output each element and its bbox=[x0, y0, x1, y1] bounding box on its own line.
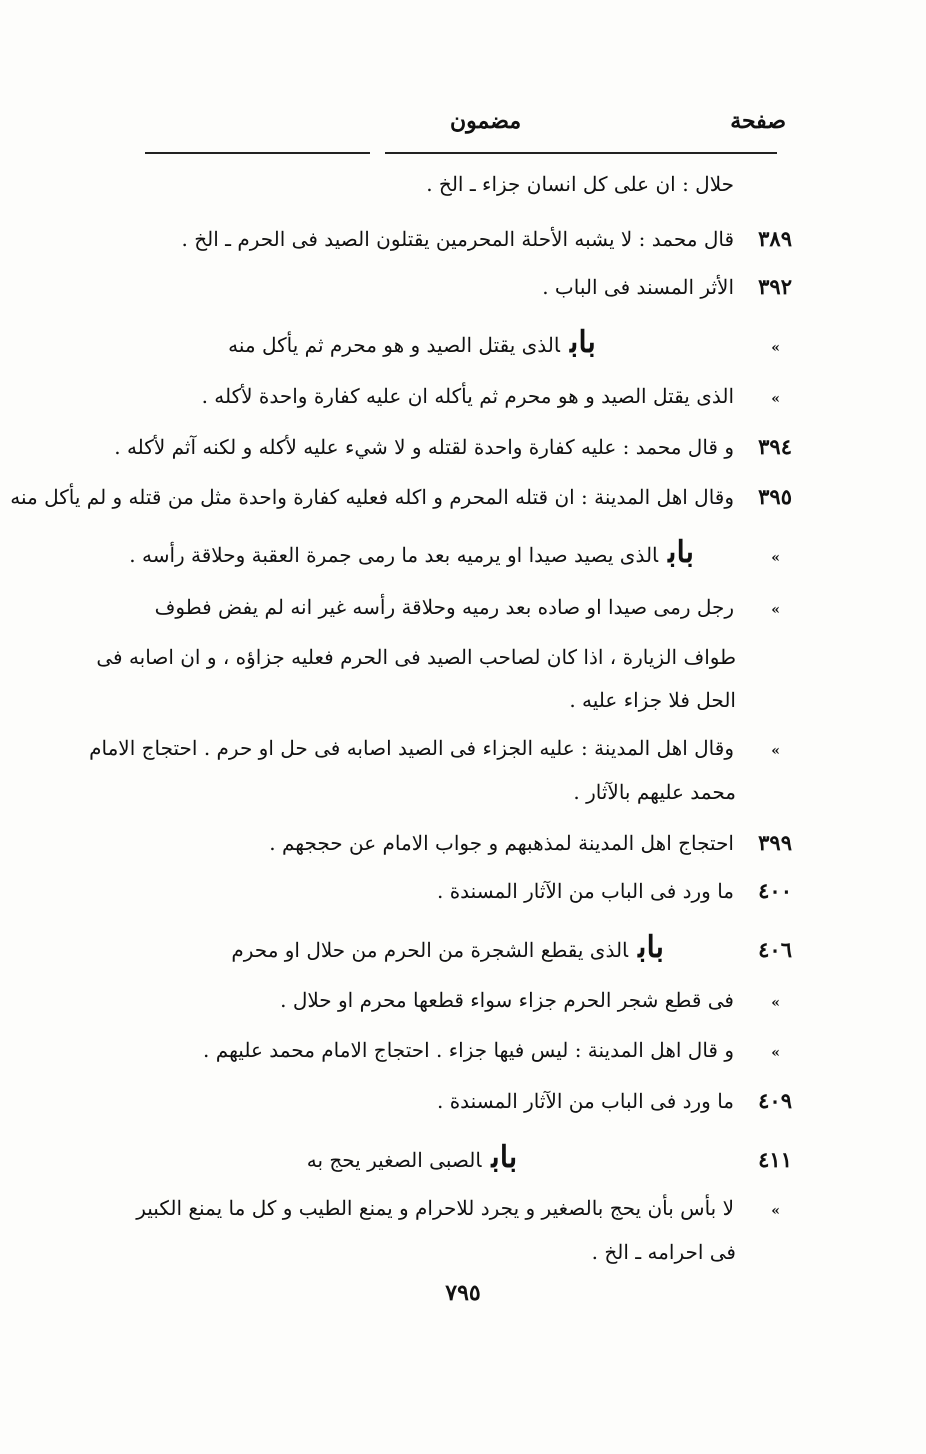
index-entry bbox=[114, 434, 792, 459]
ditto-mark: » bbox=[771, 550, 780, 566]
entry-continuation: فى احرامه ـ الخ . bbox=[591, 1240, 736, 1264]
chapter-title bbox=[130, 930, 734, 965]
chapter-heading bbox=[130, 535, 792, 570]
header-rule-left bbox=[145, 152, 370, 154]
chapter-heading bbox=[130, 1140, 792, 1175]
index-entry bbox=[130, 226, 792, 251]
entry-text: احتجاج اهل المدينة لمذهبهم و جواب الامام عن حججهم . bbox=[269, 831, 734, 855]
page-number: ٧٩٥ bbox=[445, 1280, 481, 1306]
entry-text: ما ورد فى الباب من الآثار المسندة . bbox=[436, 879, 734, 903]
ditto-mark: » bbox=[771, 743, 780, 759]
page-column-header: صفحة bbox=[730, 108, 786, 134]
index-entry bbox=[89, 736, 792, 760]
index-entry bbox=[10, 484, 792, 509]
ditto-mark: » bbox=[771, 391, 780, 407]
entry-page-number: ٣٩٤ bbox=[758, 434, 792, 459]
entry-page-number: ٣٩٥ bbox=[758, 484, 792, 509]
index-entry bbox=[130, 1196, 792, 1220]
index-entry bbox=[130, 1088, 792, 1113]
entry-page-number: ٤٠٦ bbox=[758, 937, 792, 962]
entry-page-number: ٣٨٩ bbox=[758, 226, 792, 251]
ditto-mark: » bbox=[771, 602, 780, 618]
index-entry bbox=[130, 878, 792, 903]
entry-text: وقال اهل المدينة : ان قتله المحرم و اكله فعليه كفارة واحدة مثل من قتله و لم يأكل منه bbox=[10, 485, 734, 509]
entry-text: و قال اهل المدينة : ليس فيها جزاء . احتجاج الامام محمد عليهم . bbox=[203, 1038, 734, 1062]
chapter-title-text: الصبى الصغير يحج به bbox=[306, 1148, 482, 1172]
entry-text: لا بأس بأن يحج بالصغير و يجرد للاحرام و يمنع الطيب و كل ما يمنع الكبير bbox=[136, 1196, 734, 1220]
chapter-title-text: الذى يقطع الشجرة من الحرم من حلال او محرم bbox=[231, 938, 629, 962]
index-entry bbox=[130, 274, 792, 299]
index-entry bbox=[130, 172, 792, 196]
ditto-mark: » bbox=[771, 995, 780, 1011]
chapter-title bbox=[129, 535, 734, 570]
entry-text: الذى يقتل الصيد و هو محرم ثم يأكله ان عليه كفارة واحدة لأكله . bbox=[201, 384, 734, 408]
index-entry bbox=[130, 988, 792, 1012]
ditto-mark: » bbox=[771, 340, 780, 356]
index-entry bbox=[130, 1038, 792, 1062]
index-entry bbox=[130, 384, 792, 408]
chapter-label: باب bbox=[570, 325, 596, 360]
entry-text: قال محمد : لا يشبه الأحلة المحرمين يقتلون الصيد فى الحرم ـ الخ . bbox=[181, 227, 734, 251]
chapter-label: باب bbox=[491, 1140, 518, 1175]
entry-text: و قال محمد : عليه كفارة واحدة لقتله و لا شيء عليه لأكله و لكنه آثم لأكله . bbox=[114, 435, 734, 459]
entry-text: فى قطع شجر الحرم جزاء سواء قطعها محرم او حلال . bbox=[280, 988, 734, 1012]
entry-continuation: الحل فلا جزاء عليه . bbox=[569, 688, 736, 712]
entry-page-number: ٣٩٢ bbox=[758, 274, 792, 299]
entry-text: حلال : ان على كل انسان جزاء ـ الخ . bbox=[426, 172, 734, 196]
header-rule-right bbox=[385, 152, 777, 154]
ditto-mark: » bbox=[771, 1045, 780, 1061]
chapter-title-text: الذى يقتل الصيد و هو محرم ثم يأكل منه bbox=[228, 333, 560, 357]
entry-page-number: ٤٠٠ bbox=[758, 878, 792, 903]
chapter-title bbox=[130, 325, 734, 360]
entry-text: رجل رمى صيدا او صاده بعد رميه وحلاقة رأسه غير انه لم يفض فطوف bbox=[154, 595, 734, 619]
entry-continuation: محمد عليهم بالآثار . bbox=[573, 780, 736, 804]
entry-page-number: ٤٠٩ bbox=[758, 1088, 792, 1113]
content-column-header: مضمون bbox=[450, 108, 522, 134]
index-entry bbox=[130, 830, 792, 855]
entry-text: وقال اهل المدينة : عليه الجزاء فى الصيد اصابه فى حل او حرم . احتجاج الامام bbox=[89, 736, 734, 760]
chapter-heading bbox=[130, 325, 792, 360]
entry-text: ما ورد فى الباب من الآثار المسندة . bbox=[436, 1089, 734, 1113]
entry-text: الأثر المسند فى الباب . bbox=[542, 275, 734, 299]
chapter-title-text: الذى يصيد صيدا او يرميه بعد ما رمى جمرة العقبة وحلاقة رأسه . bbox=[129, 543, 659, 567]
chapter-label: باب bbox=[638, 930, 664, 965]
entry-continuation: طواف الزيارة ، اذا كان لصاحب الصيد فى الحرم فعليه جزاؤه ، و ان اصابه فى bbox=[96, 645, 736, 669]
chapter-title bbox=[130, 1140, 734, 1175]
entry-page-number: ٣٩٩ bbox=[758, 830, 792, 855]
entry-page-number: ٤١١ bbox=[758, 1147, 792, 1172]
index-entry bbox=[130, 595, 792, 619]
chapter-label: باب bbox=[668, 535, 694, 570]
chapter-heading bbox=[130, 930, 792, 965]
ditto-mark: » bbox=[771, 1203, 780, 1219]
